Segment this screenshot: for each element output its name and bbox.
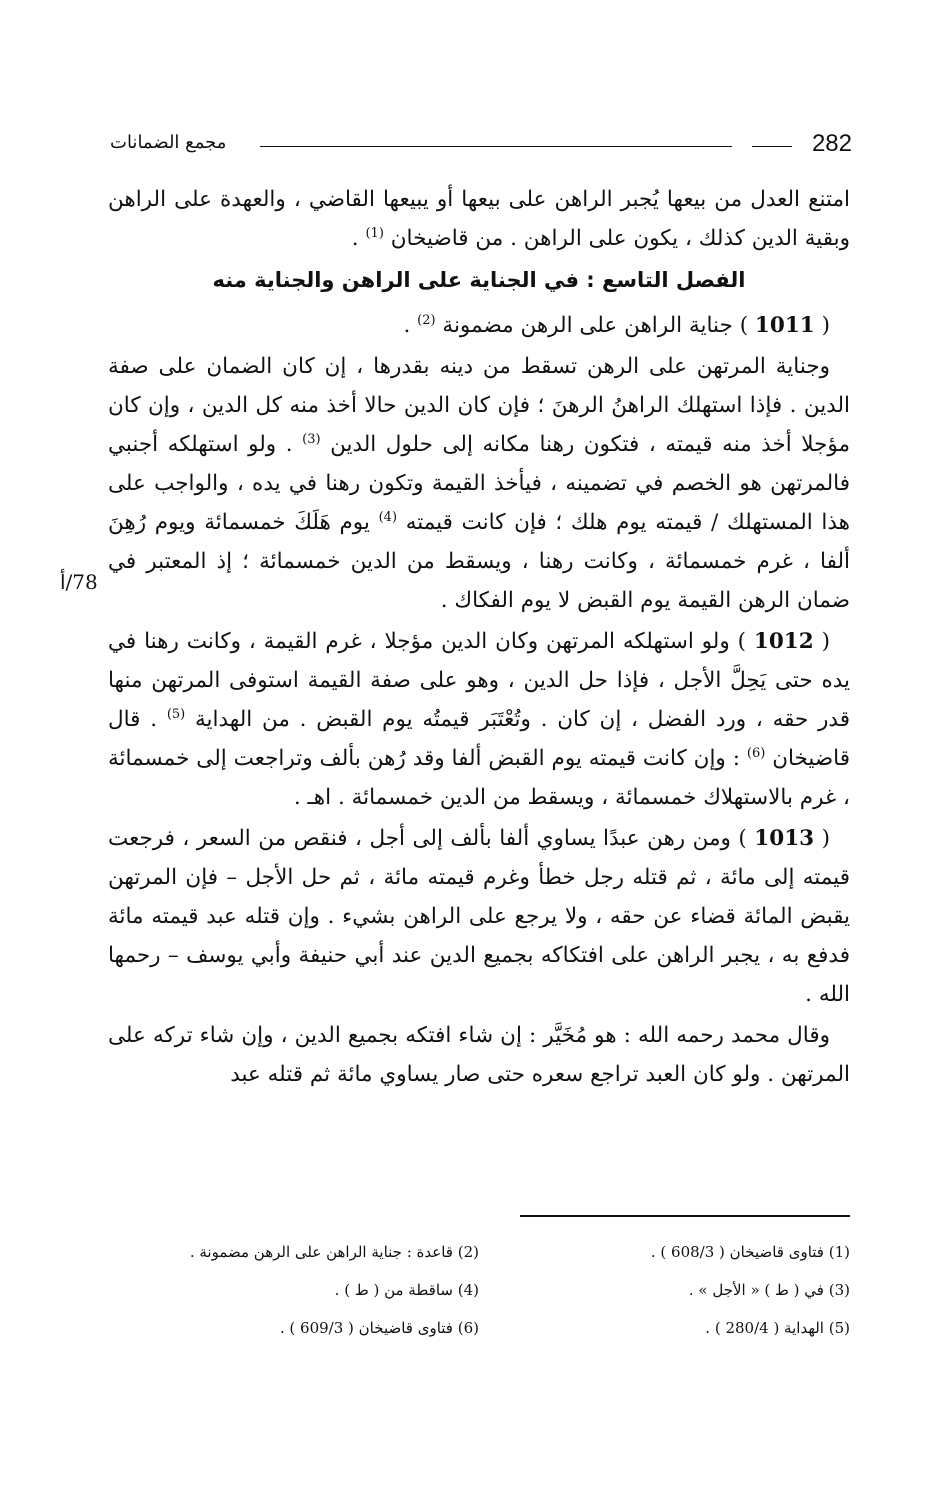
footnote-ref-2[interactable]: (2) [417, 313, 436, 328]
section-number: 1011 [754, 313, 815, 338]
footnote-ref-1[interactable]: (1) [365, 226, 384, 241]
margin-folio-note: 78/أ [60, 570, 98, 594]
footnotes [108, 1238, 850, 1342]
closing-paragraph: وقال محمد رحمه الله : هو مُخَيَّر : إن شاء افتكه بجميع الدين ، وإن شاء تركه على المرتهن . ولو كان العبد تراجع سعره حتى صار يساوي مائة ثم قتله عبد [108, 1023, 850, 1087]
section-1012: ( 1012 ) ولو استهلكه المرتهن وكان الدين مؤجلا ، غرم القيمة ، وكانت رهنا في يده حتى يَحِلَّ الأجل ، فإذا حل الدين ، وهو على صفة القيمة استوفى المرتهن منها قدر حقه ، ورد الفضل ، إن كان . وتُعْتَبَر قيمتُه يوم القبض . من الهداية $^{(5)}$ . قال قاضيخان $^{(6)}$ : وإن كانت قيمته يوم القبض ألفا وقد رُهن بألف وتراجعت إلى خمسمائة ، غرم بالاستهلاك خمسمائة ، ويسقط من الدين خمسمائة . اهـ . [108, 629, 851, 810]
footnote-3: (3) في ( ط ) « الأجل » . [688, 1281, 850, 1299]
section-number: 1012 [753, 629, 814, 654]
page-body [108, 180, 850, 1094]
page-number: 282 [811, 130, 852, 157]
footnote-ref-5[interactable]: (5) [166, 707, 186, 722]
footnote-ref-6[interactable]: (6) [746, 746, 766, 761]
book-title: مجمع الضمانات [110, 132, 227, 153]
footnote-5: (5) الهداية ( 280/4 ) . [705, 1319, 850, 1337]
opening-paragraph: امتنع العدل من بيعها يُجبر الراهن على بيعها أو يبيعها القاضي ، والعهدة على الراهن وبقية الدين كذلك ، يكون على الراهن . من قاضيخان $^{(1)}$ . [108, 187, 850, 251]
footnote-ref-4[interactable]: (4) [378, 510, 398, 525]
header-rule-short [752, 146, 792, 147]
footnote-separator [520, 1215, 850, 1217]
footnote-4: (4) ساقطة من ( ط ) . [334, 1281, 479, 1299]
section-number: 1013 [754, 826, 815, 851]
chapter-title: الفصل التاسع : في الجناية على الراهن والجناية منه [212, 268, 746, 292]
header-rule [260, 146, 732, 147]
paragraph-rahn-crime: وجناية المرتهن على الرهن تسقط من دينه بقدرها ، إن كان الضمان على صفة الدين . فإذا استهلك الراهنُ الرهنَ ؛ فإن كان الدين حالا أخذ منه كل الدين ، وإن كان مؤجلا أخذ منه قيمته ، فتكون رهنا مكانه إلى حلول الدين $^{(3)}$ . ولو استهلكه أجنبي فالمرتهن هو الخصم في تضمينه ، فيأخذ القيمة وتكون رهنا في يده ، والواجب على هذا المستهلك / قيمته يوم هلك ؛ فإن كانت قيمته $^{(4)}$ يوم هَلَكَ خمسمائة ويوم رُهِنَ ألفا ، غرم خمسمائة ، وكانت رهنا ، ويسقط من الدين خمسمائة ؛ إذ المعتبر في ضمان الرهن القيمة يوم القبض لا يوم الفكاك . [108, 354, 850, 613]
section-1013: ( 1013 ) ومن رهن عبدًا يساوي ألفا بألف إلى أجل ، فنقص من السعر ، فرجعت قيمته إلى مائة ، ثم قتله رجل خطأ وغرم قيمته مائة ، ثم حل الأجل – فإن المرتهن يقبض المائة قضاء عن حقه ، ولا يرجع على الراهن بشيء . وإن قتله عبد قيمته مائة فدفع به ، يجبر الراهن على افتكاكه بجميع الدين عند أبي حنيفة وأبي يوسف – رحمها الله . [108, 826, 850, 1007]
footnote-ref-3[interactable]: (3) [302, 432, 321, 447]
footnote-2: (2) قاعدة : جناية الراهن على الرهن مضمونة . [189, 1243, 479, 1261]
page-header [110, 126, 852, 166]
section-1011: ( 1011 ) جناية الراهن على الرهن مضمونة $^{(2)}$ . [403, 313, 830, 338]
footnote-6: (6) فتاوى قاضيخان ( 609/3 ) . [279, 1319, 479, 1337]
footnote-1: (1) فتاوى قاضيخان ( 608/3 ) . [650, 1243, 850, 1261]
